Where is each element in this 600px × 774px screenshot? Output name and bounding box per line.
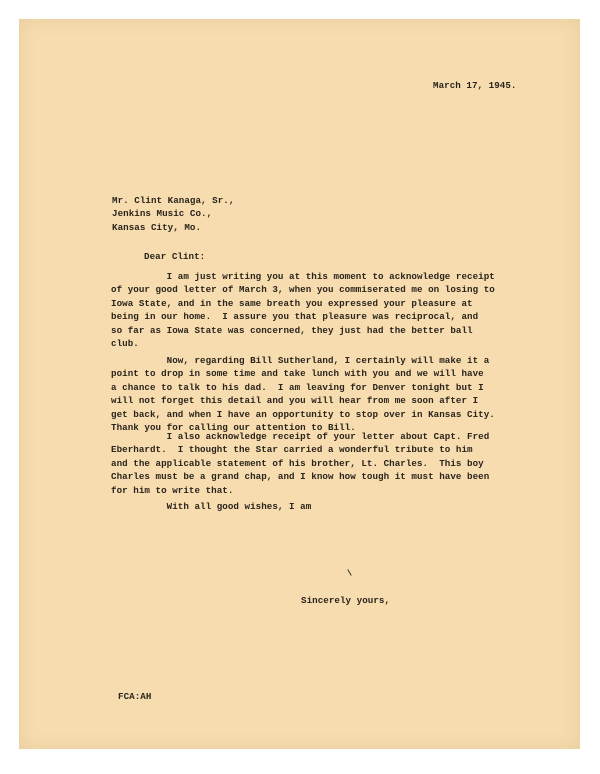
closing-line: With all good wishes, I am — [111, 501, 312, 512]
letter-date: March 17, 1945. — [433, 80, 517, 91]
typist-initials: FCA:AH — [118, 691, 152, 702]
paragraph-3 — [111, 430, 489, 497]
paragraph-line: Iowa State, and in the same breath you expressed your pleasure at — [111, 297, 473, 309]
paragraph-line: of your good letter of March 3, when you commiserated me on losing to — [111, 284, 495, 296]
paragraph-line: club. — [111, 338, 139, 350]
salutation: Dear Clint: — [144, 251, 206, 262]
recipient-line: Jenkins Music Co., — [112, 208, 213, 220]
paragraph-line: I am just writing you at this moment to acknowledge receipt — [111, 271, 495, 282]
paragraph-line: get back, and when I have an opportunity to stop over in Kansas City. — [111, 408, 495, 420]
recipient-address — [112, 194, 234, 234]
paragraph-line: for him to write that. — [111, 484, 234, 496]
paragraph-line: Charles must be a grand chap, and I know how tough it must have been — [111, 471, 490, 483]
paragraph-line: will not forget this detail and you will hear from me soon after I — [111, 395, 479, 407]
paragraph-line: Thank you for calling our attention to Bill. — [111, 422, 356, 434]
paragraph-line: Now, regarding Bill Sutherland, I certainly will make it a — [111, 355, 490, 366]
complimentary-close: Sincerely yours, — [301, 595, 391, 606]
paragraph-2 — [111, 354, 495, 434]
paragraph-line: being in our home. I assure you that pleasure was reciprocal, and — [111, 311, 479, 323]
paragraph-line: Eberhardt. I thought the Star carried a wonderful tribute to him — [111, 444, 473, 456]
paragraph-line: I also acknowledge receipt of your letter about Capt. Fred — [111, 431, 490, 442]
paragraph-line: and the applicable statement of his brother, Lt. Charles. This boy — [111, 457, 484, 469]
paragraph-1 — [111, 270, 495, 350]
paragraph-line: so far as Iowa State was concerned, they just had the better ball — [111, 324, 473, 336]
paragraph-line: a chance to talk to his dad. I am leaving for Denver tonight but I — [111, 381, 484, 393]
paragraph-line: point to drop in some time and take lunch with you and we will have — [111, 368, 484, 380]
recipient-line: Mr. Clint Kanaga, Sr., — [112, 195, 235, 206]
recipient-line: Kansas City, Mo. — [112, 221, 202, 233]
